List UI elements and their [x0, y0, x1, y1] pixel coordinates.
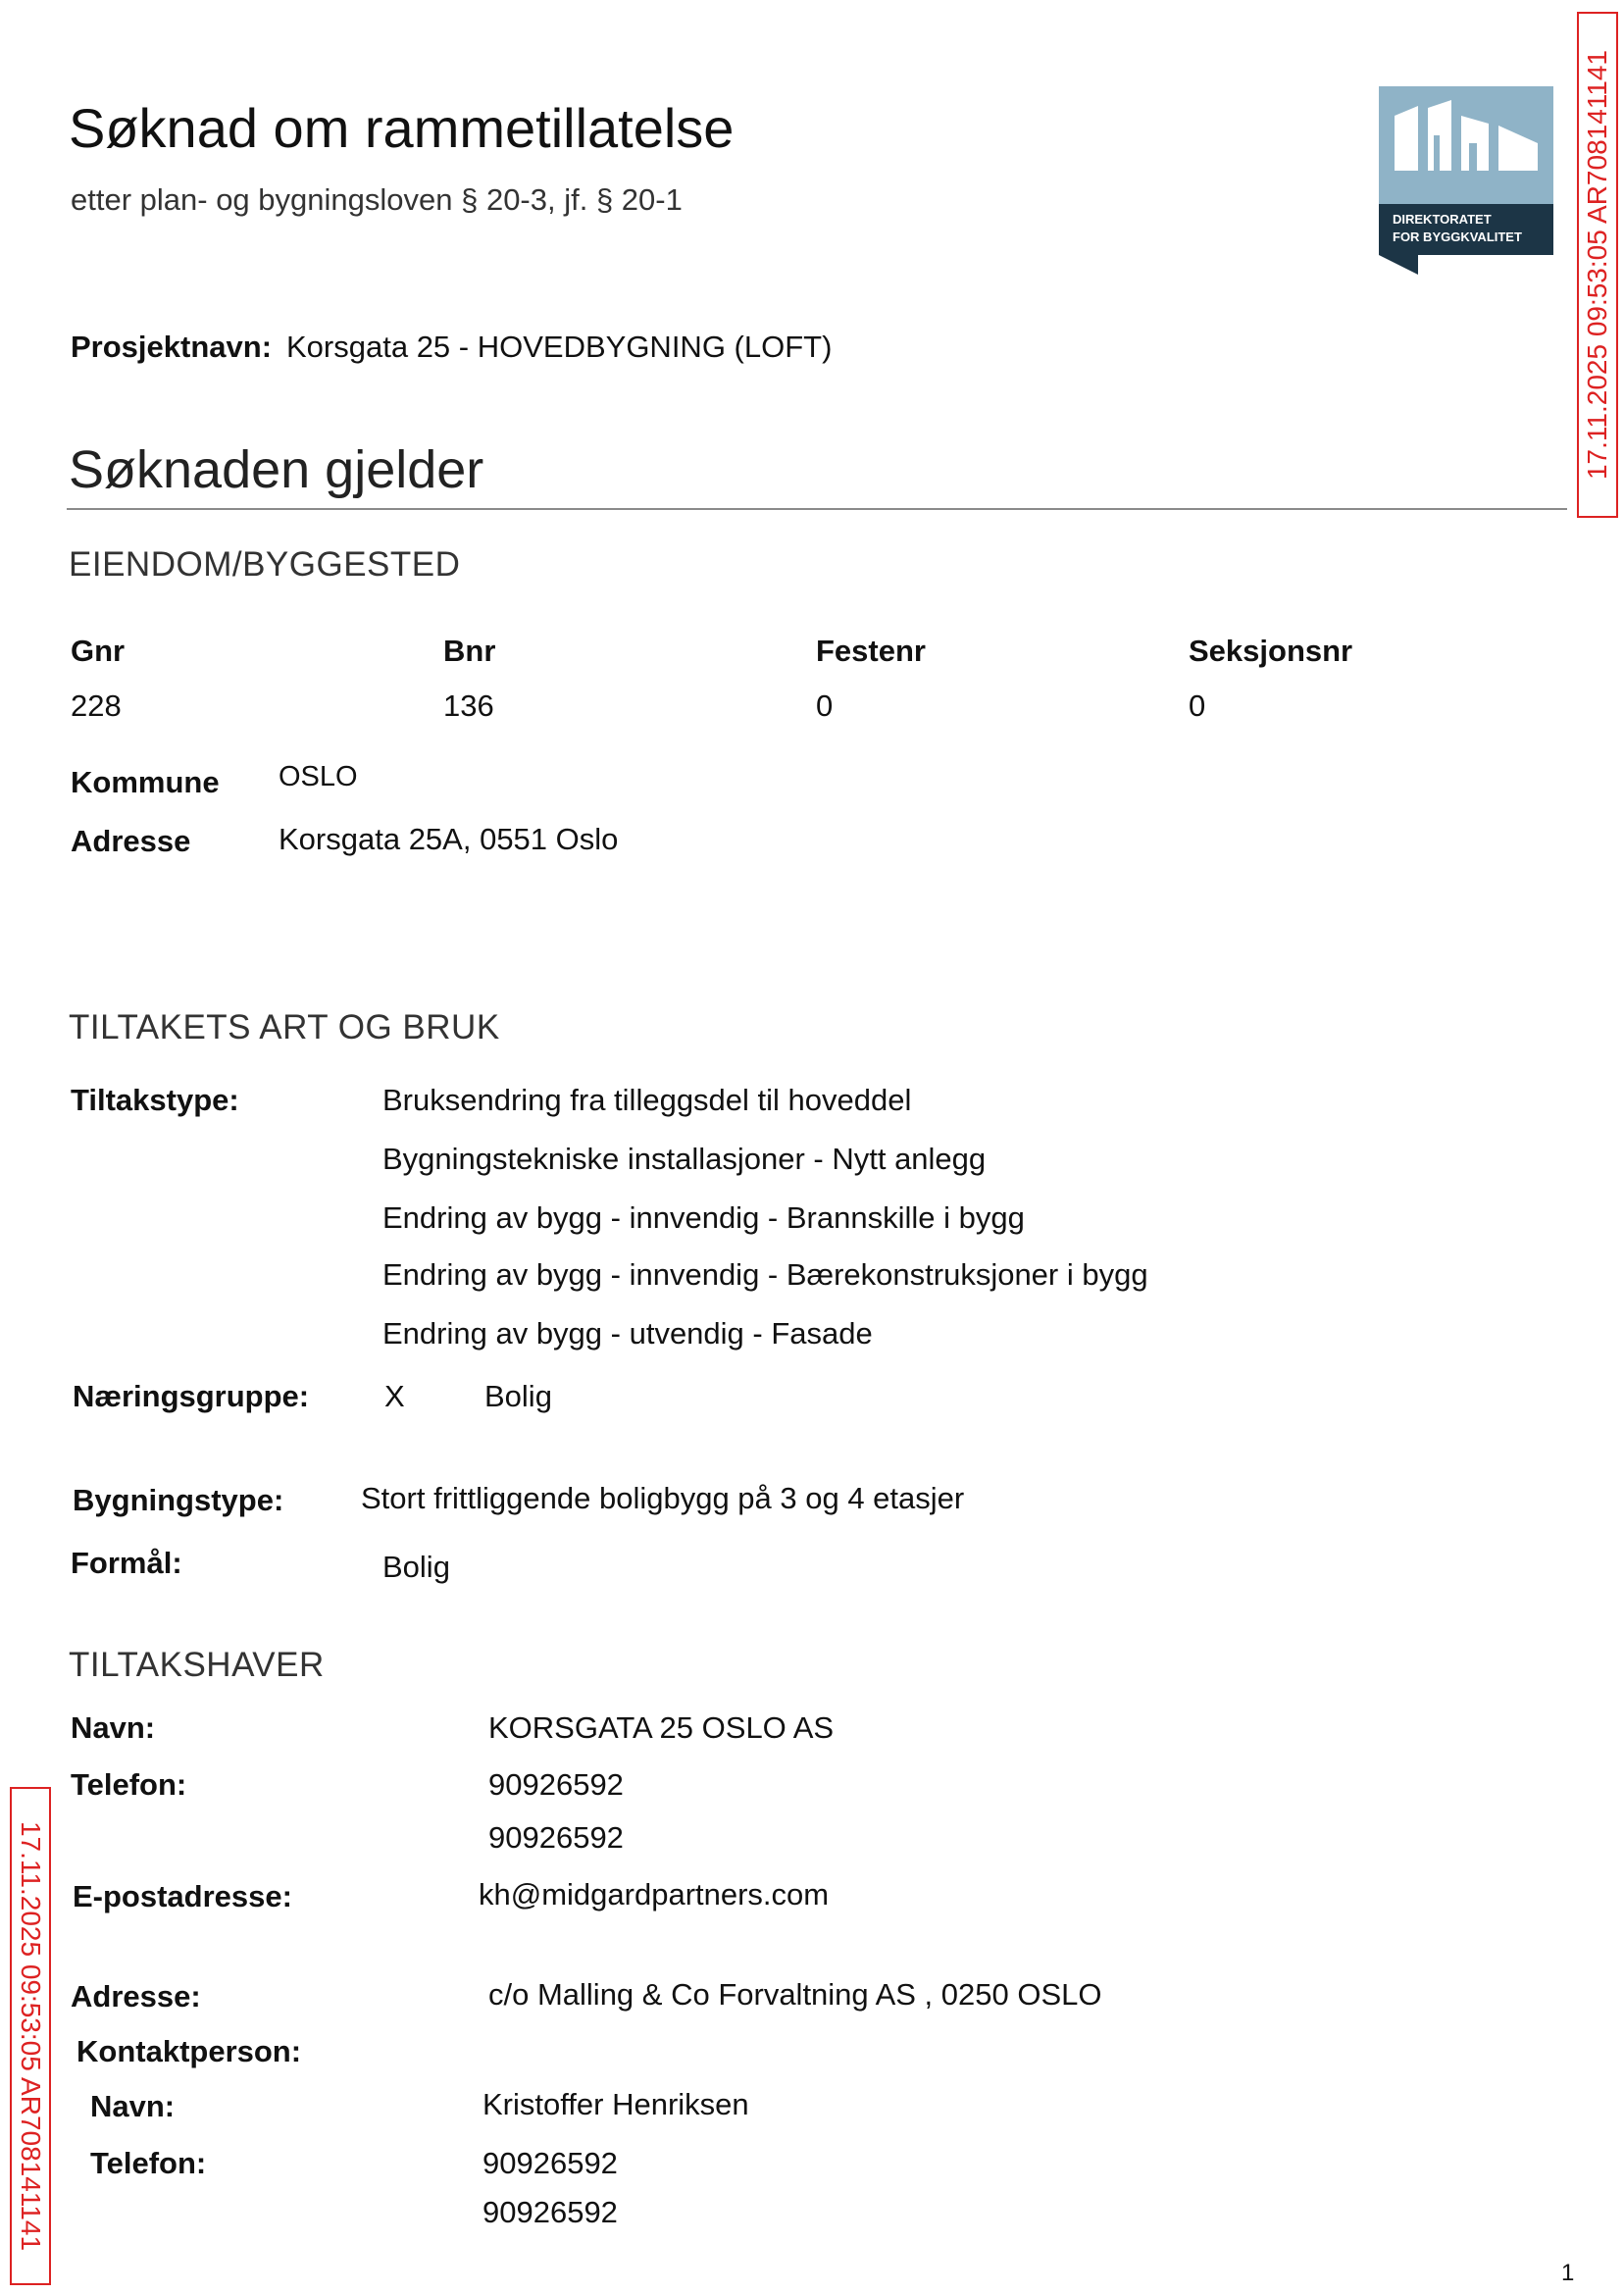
industry-label: Næringsgruppe: — [73, 1379, 310, 1413]
project-label: Prosjektnavn: — [71, 330, 273, 364]
logo-line1: DIREKTORATET — [1393, 212, 1492, 227]
owner-name-label: Navn: — [71, 1710, 156, 1745]
measure-type-item: Bygningstekniske installasjoner - Nytt anlegg — [382, 1142, 987, 1176]
property-header-bnr: Bnr — [443, 634, 496, 668]
kommune-label: Kommune — [71, 765, 220, 799]
contact-phone-value: 90926592 — [482, 2195, 618, 2229]
archive-stamp-text: 17.11.2025 09:53:05 AR708141141 — [16, 1820, 46, 2252]
purpose-value: Bolig — [382, 1550, 450, 1584]
property-header-seksjonsnr: Seksjonsnr — [1189, 634, 1353, 668]
document-title: Søknad om rammetillatelse — [69, 97, 735, 159]
owner-email-label: E-postadresse: — [73, 1879, 292, 1913]
heading-divider — [67, 508, 1567, 510]
owner-address-label: Adresse: — [71, 1979, 201, 2014]
contact-name-label: Navn: — [90, 2089, 176, 2123]
measure-type-item: Endring av bygg - innvendig - Bærekonstruksjoner i bygg — [382, 1257, 1148, 1292]
industry-code: X — [384, 1379, 405, 1413]
property-header-festenr: Festenr — [816, 634, 926, 668]
applies-heading: Søknaden gjelder — [69, 440, 484, 499]
contact-person-label: Kontaktperson: — [76, 2034, 302, 2068]
document-subtitle: etter plan- og bygningsloven § 20-3, jf. § 20-1 — [71, 182, 683, 217]
owner-email-value: kh@midgardpartners.com — [479, 1877, 830, 1912]
logo-line2: FOR BYGGKVALITET — [1393, 229, 1522, 244]
owner-heading: TILTAKSHAVER — [69, 1646, 325, 1684]
property-value-bnr: 136 — [443, 688, 494, 723]
archive-stamp-text: 17.11.2025 09:53:05 AR708141141 — [1582, 49, 1612, 481]
kommune-value: OSLO — [279, 761, 358, 792]
owner-name-value: KORSGATA 25 OSLO AS — [488, 1710, 835, 1745]
dibk-logo — [1379, 86, 1553, 275]
property-value-seksjonsnr: 0 — [1189, 688, 1206, 723]
adresse-value: Korsgata 25A, 0551 Oslo — [279, 822, 619, 856]
property-header-gnr: Gnr — [71, 634, 126, 668]
owner-phone-label: Telefon: — [71, 1767, 187, 1802]
purpose-label: Formål: — [71, 1546, 182, 1580]
contact-phone-value: 90926592 — [482, 2146, 618, 2180]
industry-value: Bolig — [484, 1379, 552, 1413]
contact-name-value: Kristoffer Henriksen — [482, 2087, 749, 2121]
owner-address-value: c/o Malling & Co Forvaltning AS , 0250 OSLO — [488, 1977, 1102, 2012]
measure-heading: TILTAKETS ART OG BRUK — [69, 1008, 500, 1046]
measure-type-label: Tiltakstype: — [71, 1083, 239, 1117]
building-type-label: Bygningstype: — [73, 1483, 284, 1517]
archive-stamp-right — [1577, 12, 1618, 518]
building-type-value: Stort frittliggende boligbygg på 3 og 4 etasjer — [361, 1481, 965, 1515]
archive-stamp-left — [10, 1787, 51, 2285]
adresse-label: Adresse — [71, 824, 191, 858]
page-number: 1 — [1561, 2260, 1575, 2286]
measure-type-item: Bruksendring fra tilleggsdel til hoveddel — [382, 1083, 912, 1117]
property-heading: EIENDOM/BYGGESTED — [69, 545, 461, 584]
owner-phone-value: 90926592 — [488, 1767, 624, 1802]
project-value: Korsgata 25 - HOVEDBYGNING (LOFT) — [286, 330, 833, 364]
contact-phone-label: Telefon: — [90, 2146, 207, 2180]
measure-type-item: Endring av bygg - innvendig - Brannskille i bygg — [382, 1200, 1025, 1235]
property-value-gnr: 228 — [71, 688, 122, 723]
measure-type-item: Endring av bygg - utvendig - Fasade — [382, 1316, 873, 1351]
owner-phone-value: 90926592 — [488, 1820, 624, 1855]
property-value-festenr: 0 — [816, 688, 834, 723]
